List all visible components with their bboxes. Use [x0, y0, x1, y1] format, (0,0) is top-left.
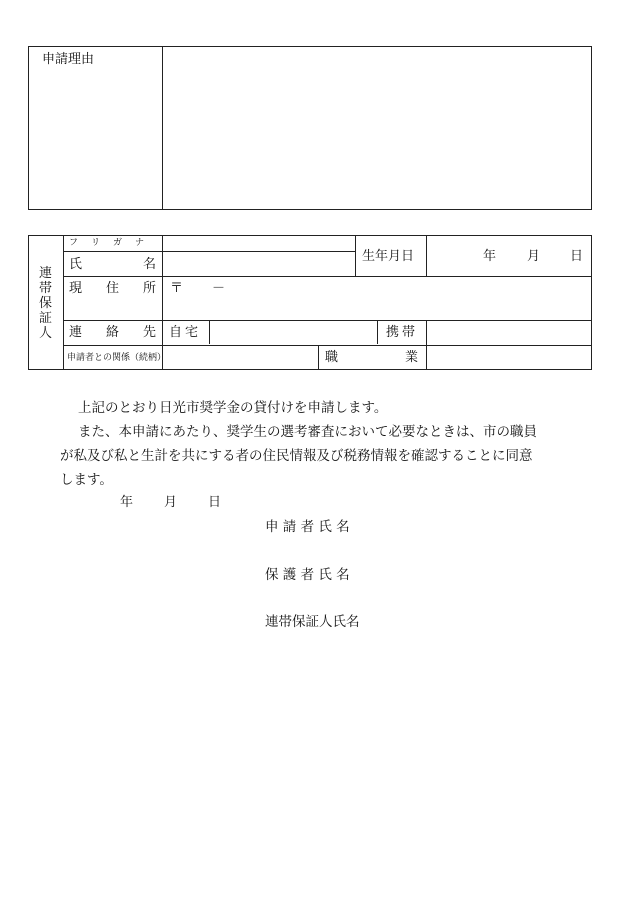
reason-divider [162, 46, 163, 210]
name-label-2: 名 [143, 257, 157, 272]
contact-label-2: 絡 [106, 325, 120, 340]
grid-line [63, 276, 592, 277]
grid-line [377, 320, 378, 344]
grid-line [63, 235, 64, 370]
date-year[interactable]: 年 [120, 495, 134, 510]
statement-line-2: また、本申請にあたり、奨学生の選考審査において必要なときは、市の職員 [78, 424, 537, 440]
guarantor-side-label: 連帯保証人 [39, 266, 53, 341]
applicant-name-label: 申 請 者 氏 名 [265, 519, 350, 535]
furigana-input[interactable] [165, 237, 351, 250]
date-day[interactable]: 日 [208, 495, 222, 510]
birthdate-year[interactable]: 年 [483, 249, 497, 264]
name-input[interactable] [165, 254, 351, 274]
home-phone-input[interactable] [213, 323, 373, 343]
grid-line [426, 235, 427, 276]
occupation-label-1: 職 [325, 350, 339, 365]
postal-mark: 〒 [170, 281, 184, 296]
contact-label-3: 先 [143, 325, 157, 340]
postal-dash: － [212, 281, 226, 296]
relation-input[interactable] [166, 348, 314, 368]
grid-line [355, 235, 356, 276]
birthdate-month[interactable]: 月 [527, 249, 541, 264]
reason-input[interactable] [168, 50, 586, 205]
name-label-1: 氏 [69, 257, 83, 272]
address-label-2: 住 [106, 281, 120, 296]
guardian-name-label: 保 護 者 氏 名 [265, 567, 350, 583]
mobile-label: 携帯 [386, 325, 419, 340]
address-input[interactable] [230, 280, 586, 316]
furigana-label: フ リ ガ ナ [69, 238, 147, 248]
relation-label: 申請者との関係（続柄） [67, 353, 167, 363]
statement-line-4: します。 [60, 472, 113, 488]
grid-line [209, 320, 210, 344]
grid-line [63, 251, 355, 252]
address-label-3: 所 [143, 281, 157, 296]
birthdate-label: 生年月日 [362, 249, 415, 264]
birthdate-day[interactable]: 日 [570, 249, 584, 264]
mobile-phone-input[interactable] [430, 323, 588, 343]
statement-line-3: が私及び私と生計を共にする者の住民情報及び税務情報を確認することに同意 [60, 448, 533, 464]
grid-line [162, 235, 163, 370]
grid-line [63, 345, 592, 346]
address-label-1: 現 [69, 281, 83, 296]
home-label: 自宅 [169, 325, 202, 340]
reason-label: 申請理由 [42, 52, 95, 67]
grid-line [63, 320, 592, 321]
grid-line [318, 345, 319, 370]
contact-label-1: 連 [69, 325, 83, 340]
guarantor-name-label: 連帯保証人氏名 [265, 614, 360, 630]
statement-line-1: 上記のとおり日光市奨学金の貸付けを申請します。 [78, 400, 388, 416]
occupation-input[interactable] [430, 348, 588, 368]
occupation-label-2: 業 [405, 350, 419, 365]
date-month[interactable]: 月 [164, 495, 178, 510]
